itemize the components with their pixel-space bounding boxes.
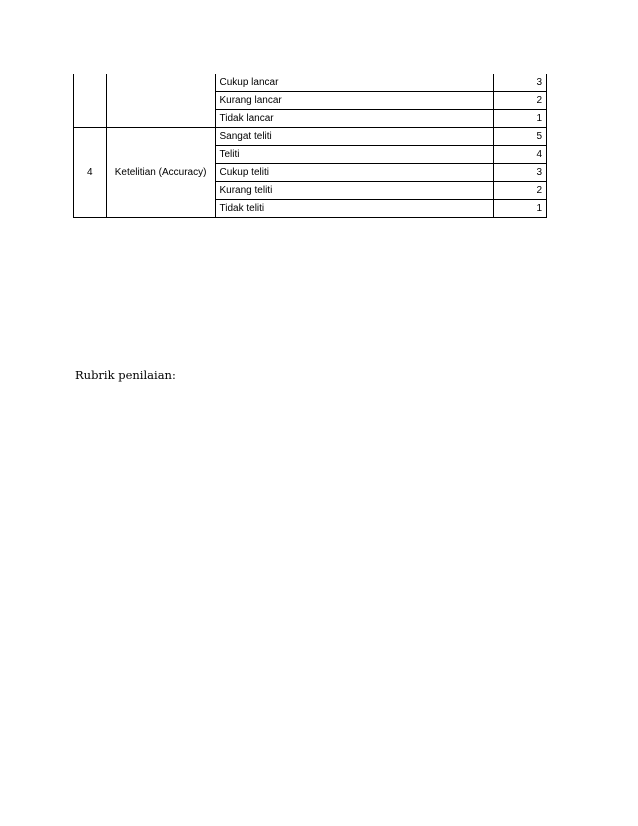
number-cell-continued — [74, 74, 107, 128]
score-cell: 3 — [493, 74, 546, 92]
number-cell: 4 — [74, 128, 107, 218]
score-cell: 1 — [493, 110, 546, 128]
criteria-cell: Kurang lancar — [215, 92, 493, 110]
criteria-cell: Sangat teliti — [215, 128, 493, 146]
criteria-cell: Tidak lancar — [215, 110, 493, 128]
score-cell: 2 — [493, 182, 546, 200]
criteria-cell: Cukup teliti — [215, 164, 493, 182]
score-cell: 4 — [493, 146, 546, 164]
score-cell: 3 — [493, 164, 546, 182]
score-cell: 2 — [493, 92, 546, 110]
rubric-table — [73, 74, 547, 218]
criteria-cell: Kurang teliti — [215, 182, 493, 200]
table-row — [74, 74, 547, 92]
section-heading: Rubrik penilaian: — [75, 368, 176, 382]
aspect-cell: Ketelitian (Accuracy) — [106, 128, 215, 218]
criteria-cell: Cukup lancar — [215, 74, 493, 92]
criteria-cell: Teliti — [215, 146, 493, 164]
score-cell: 5 — [493, 128, 546, 146]
table-row — [74, 128, 547, 146]
score-cell: 1 — [493, 200, 546, 218]
aspect-cell-continued — [106, 74, 215, 128]
criteria-cell: Tidak teliti — [215, 200, 493, 218]
